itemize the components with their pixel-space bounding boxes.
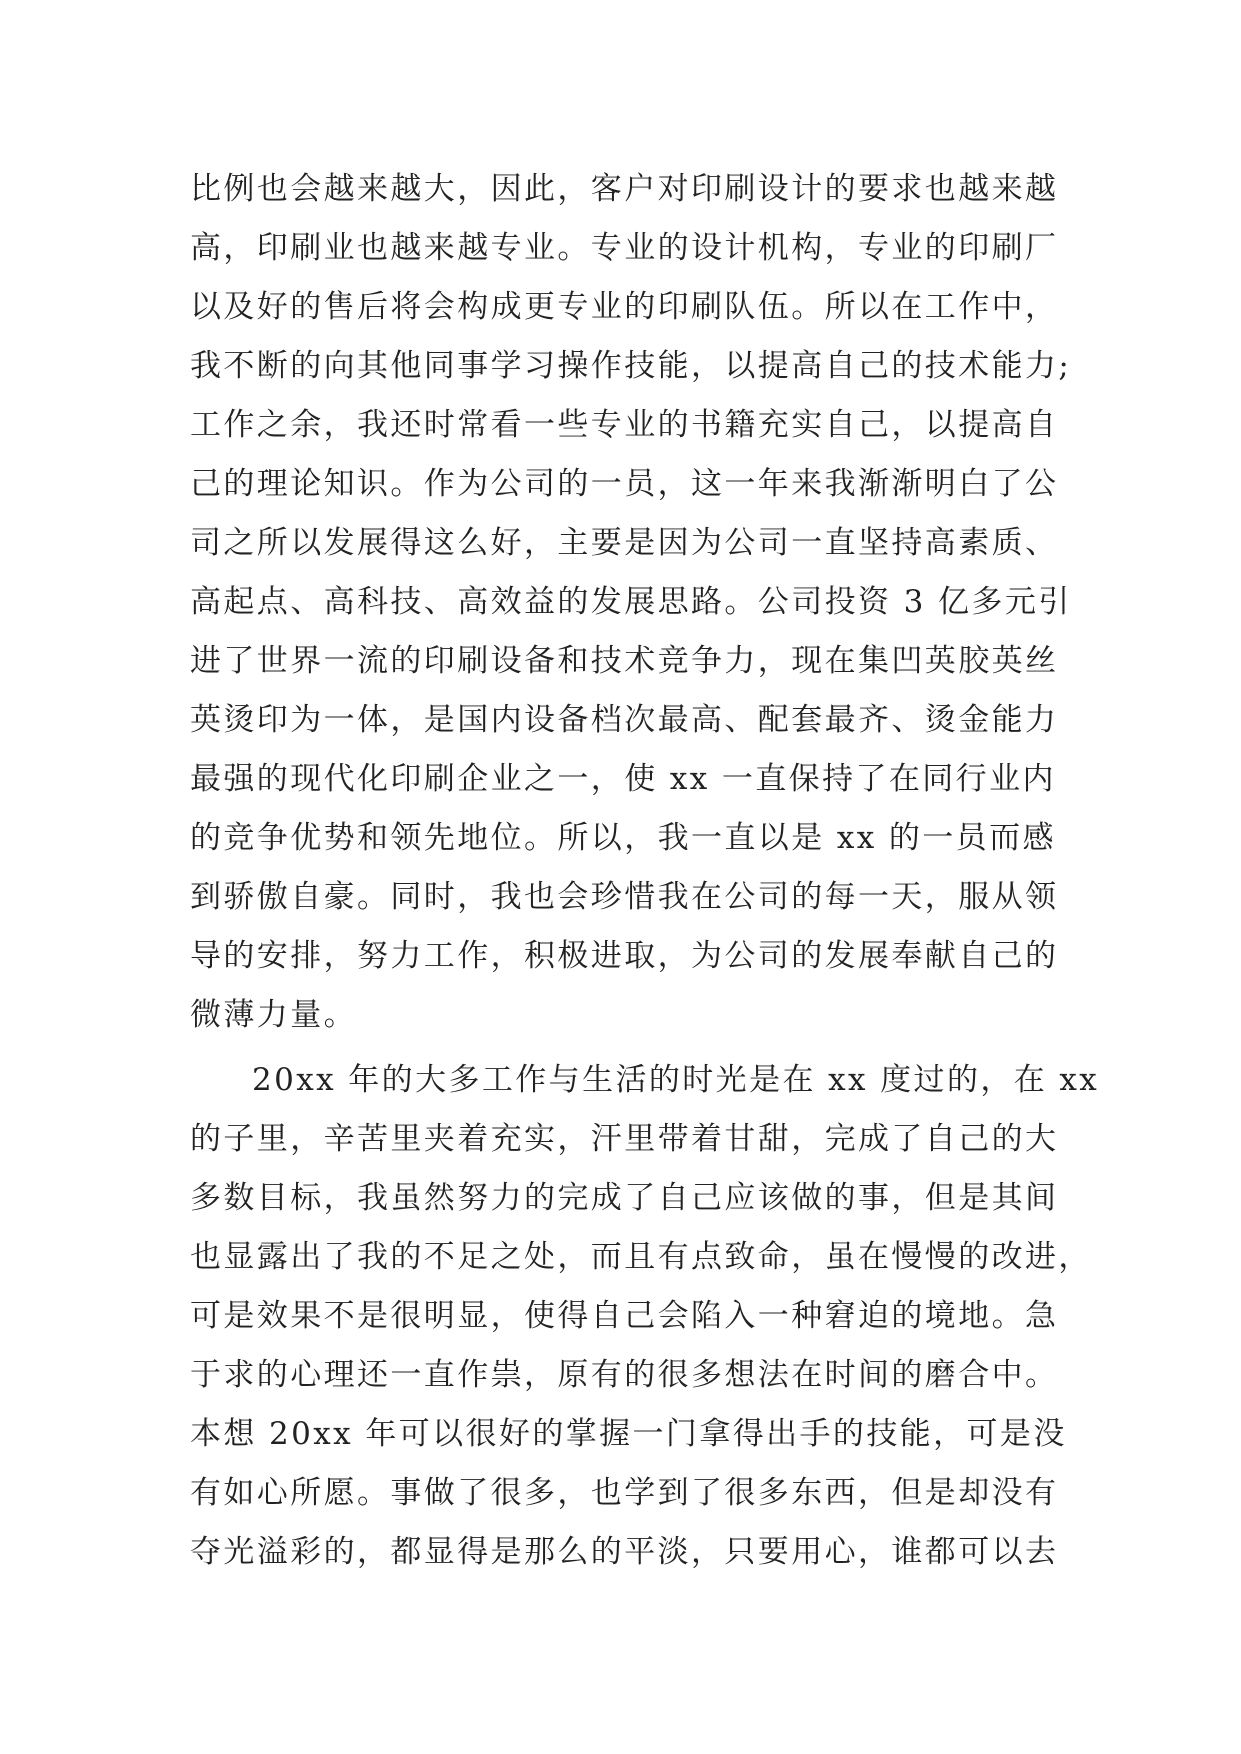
text-line-first: 20xx 年的大多工作与生活的时光是在 xx 度过的，在 xx bbox=[252, 1062, 1100, 1098]
text-line: 最强的现代化印刷企业之一，使 xx 一直保持了在同行业内 bbox=[190, 761, 1056, 797]
paragraph-2 bbox=[190, 1051, 1100, 1582]
text-line: 工作之余，我还时常看一些专业的书籍充实自己，以提高自 bbox=[190, 407, 1059, 443]
text-line: 多数目标，我虽然努力的完成了自己应该做的事，但是其间 bbox=[190, 1180, 1059, 1216]
text-line: 也显露出了我的不足之处，而且有点致命，虽在慢慢的改进， bbox=[190, 1239, 1092, 1275]
text-line: 于求的心理还一直作祟，原有的很多想法在时间的磨合中。 bbox=[190, 1357, 1059, 1393]
text-line: 导的安排，努力工作，积极进取，为公司的发展奉献自己的 bbox=[190, 938, 1059, 974]
text-line: 高，印刷业也越来越专业。专业的设计机构，专业的印刷厂 bbox=[190, 230, 1059, 266]
text-line: 可是效果不是很明显，使得自己会陷入一种窘迫的境地。急 bbox=[190, 1298, 1059, 1334]
text-line: 的子里，辛苦里夹着充实，汗里带着甘甜，完成了自己的大 bbox=[190, 1121, 1059, 1157]
body-text bbox=[190, 160, 1100, 1582]
text-line: 英烫印为一体，是国内设备档次最高、配套最齐、烫金能力 bbox=[190, 702, 1059, 738]
text-line: 我不断的向其他同事学习操作技能，以提高自己的技术能力; bbox=[190, 348, 1072, 384]
text-line: 比例也会越来越大，因此，客户对印刷设计的要求也越来越 bbox=[190, 171, 1059, 207]
text-line: 高起点、高科技、高效益的发展思路。公司投资 3 亿多元引 bbox=[190, 584, 1072, 620]
text-line: 以及好的售后将会构成更专业的印刷队伍。所以在工作中， bbox=[190, 289, 1059, 325]
text-line: 到骄傲自豪。同时，我也会珍惜我在公司的每一天，服从领 bbox=[190, 879, 1059, 915]
paragraph-1 bbox=[190, 160, 1090, 1045]
text-line: 有如心所愿。事做了很多，也学到了很多东西，但是却没有 bbox=[190, 1475, 1059, 1511]
text-line: 本想 20xx 年可以很好的掌握一门拿得出手的技能，可是没 bbox=[190, 1416, 1067, 1452]
text-line: 进了世界一流的印刷设备和技术竞争力，现在集凹英胶英丝 bbox=[190, 643, 1059, 679]
text-line: 夺光溢彩的，都显得是那么的平淡，只要用心，谁都可以去 bbox=[190, 1534, 1059, 1570]
text-line: 己的理论知识。作为公司的一员，这一年来我渐渐明白了公 bbox=[190, 466, 1059, 502]
text-line: 的竞争优势和领先地位。所以，我一直以是 xx 的一员而感 bbox=[190, 820, 1056, 856]
text-line: 司之所以发展得这么好，主要是因为公司一直坚持高素质、 bbox=[190, 525, 1059, 561]
text-line: 微薄力量。 bbox=[190, 997, 357, 1033]
